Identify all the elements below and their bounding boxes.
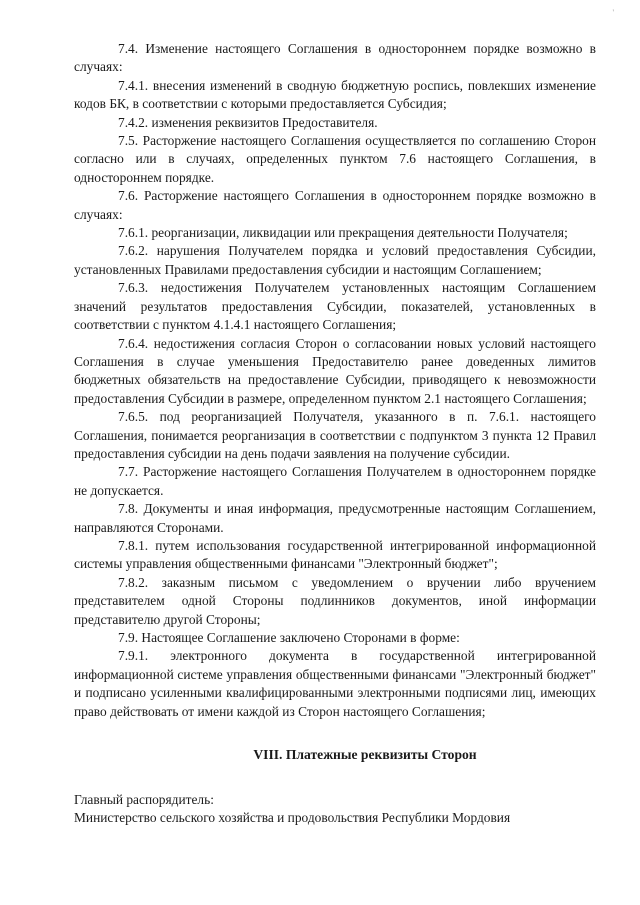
corner-mark: ' — [612, 8, 614, 17]
footer-label: Главный распорядитель: — [74, 792, 214, 808]
paragraph-7-6-3: 7.6.3. недостижения Получателем установленных настоящим Соглашением значений результатов предоставления Субсидии, показателей, установленных в соответствии с пунктом 4.1.4.1 настоящего Соглашения; — [74, 280, 596, 333]
paragraph-7-5: 7.5. Расторжение настоящего Соглашения осуществляется по соглашению Сторон согласно или в случаях, определенных пунктом 7.6 настоящего Соглашения, в одностороннем порядке. — [74, 133, 596, 185]
paragraph-7-7: 7.7. Расторжение настоящего Соглашения Получателем в одностороннем порядке не допускается. — [74, 464, 596, 498]
paragraph-7-8-2: 7.8.2. заказным письмом с уведомлением о вручении либо вручением представителем одной Стороны подлинников документов, иной информации представителю другой Стороны; — [74, 574, 596, 627]
paragraph-7-6-2: 7.6.2. нарушения Получателем порядка и условий предоставления Субсидии, установленных Правилами предоставления субсидии и настоящим Соглашением; — [74, 243, 596, 277]
paragraph-7-4-1: 7.4.1. внесения изменений в сводную бюджетную роспись, повлекших изменение кодов БК, в соответствии с которыми предоставляется Субсидия; — [74, 77, 596, 112]
footer-organization: Министерство сельского хозяйства и продовольствия Республики Мордовия — [74, 810, 511, 826]
section-title: VIII. Платежные реквизиты Сторон — [253, 747, 477, 763]
paragraph-7-9: 7.9. Настоящее Соглашение заключено Сторонами в форме: — [118, 630, 460, 645]
paragraph-7-8-1: 7.8.1. путем использования государственной интегрированной информационной системы управления общественными финансами "Электронный бюджет"; — [74, 537, 596, 572]
paragraph-7-6-4: 7.6.4. недостижения согласия Сторон о согласовании новых условий настоящего Соглашения в случае уменьшения Предоставителю ранее доведенных лимитов бюджетных обязательств на предоставление Субсидии, приводящего к невозможности предоставления Субсидии в размере, определенном пунктом 2.1 настоящего Соглашения; — [74, 335, 596, 406]
paragraph-7-4-2: 7.4.2. изменения реквизитов Предоставителя. — [118, 114, 378, 130]
paragraph-7-9-1: 7.9.1. электронного документа в государственной интегрированной информационной системе управления общественными финансами "Электронный бюджет" и подписано усиленными квалифицированными электронными подписями лиц, имеющих право действовать от имени каждой из Сторон настоящего Соглашения; — [74, 648, 596, 719]
paragraph-7-8: 7.8. Документы и иная информация, предусмотренные настоящим Соглашением, направляются Сторонами. — [74, 501, 596, 535]
paragraph-7-4: 7.4. Изменение настоящего Соглашения в одностороннем порядке возможно в случаях: — [74, 41, 596, 75]
paragraph-7-6: 7.6. Расторжение настоящего Соглашения в одностороннем порядке возможно в случаях: — [74, 188, 596, 222]
paragraph-7-6-1: 7.6.1. реорганизации, ликвидации или прекращения деятельности Получателя; — [118, 225, 568, 241]
paragraph-7-6-5: 7.6.5. под реорганизацией Получателя, указанного в п. 7.6.1. настоящего Соглашения, понимается реорганизация в соответствии с подпунктом 3 пункта 12 Правил предоставления субсидии на день подачи заявления на получение субсидии. — [74, 409, 596, 461]
